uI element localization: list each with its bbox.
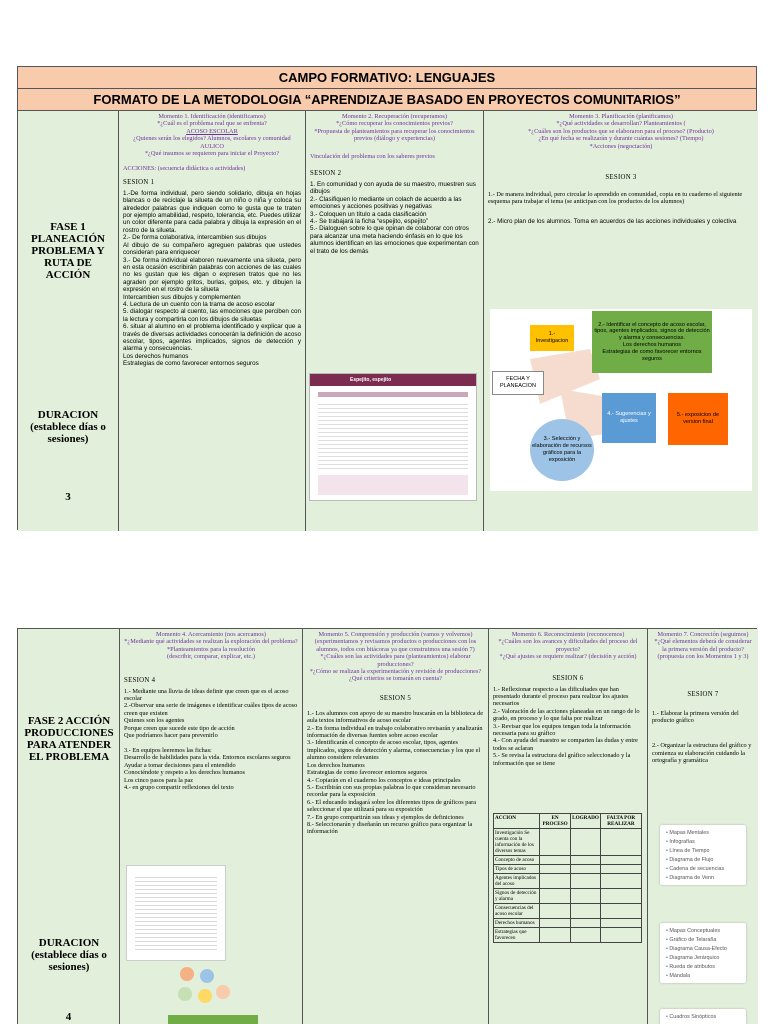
child-image-4: [198, 989, 212, 1003]
eval-row-label: Investigación Se cuenta con la información de los diversos temas: [494, 829, 540, 856]
diag-sugerencias: 4.- Sugerencias y ajustes: [602, 393, 656, 443]
m7-sesion: SESION 7: [687, 690, 719, 698]
list-item: • Cuadros Sinópticos: [666, 1013, 740, 1022]
eval-cell: [571, 829, 601, 856]
m3-sesion: SESION 3: [605, 174, 637, 182]
cover-image: [168, 1015, 258, 1024]
m1-q2: ¿Quienes serán los elegidos? Alumnos, escolares y comunidad: [133, 135, 291, 143]
m6-head: Momento 6. Reconocimiento (reconocemos): [511, 631, 625, 638]
m4-body: 1.- Mediante una lluvia de ideas definir que creen que es el acoso escolar 2.-Observar una serie de imágenes e identificar cuáles tipos de acoso creen que existen Quienes son los agentes Porque creen que sucede este tipo de acción Que podríamos hacer para prevenirlo 3.- En equipos leeremos las fichas: Desarrollo de habilidades para la vida. Entornos escolares seguros Ayudar a tomar decisiones para el entendido Conociéndote y respeto a los derechos humanos Los cinco pasos para la paz 4.- en grupo compartir reflexiones del texto: [124, 687, 298, 791]
child-image-3: [178, 987, 192, 1001]
m1-where: AULICO: [200, 142, 224, 150]
m3-head: Momento 3. Planificación (planificamos): [569, 113, 673, 120]
list-item: • Cadena de secuencias: [666, 865, 740, 874]
m6-q: *¿Cuáles son los avances y dificultades del proceso del proyecto? *¿Qué ajustes se requiere realizar? (decisión y acción): [498, 638, 638, 661]
eval-cell: [600, 856, 641, 865]
m4-q: *¿Mediante qué actividades se realizan la exploración del problema? *Planteamientos para la resolución (describir, comparar, explicar, etc.): [124, 638, 298, 661]
eval-cell: [600, 829, 641, 856]
eval-cell: [571, 865, 601, 874]
momento1-cell: [119, 111, 306, 531]
eval-cell: [571, 856, 601, 865]
m1-topic: ACOSO ESCOLAR: [186, 127, 238, 135]
list-item: • Diagrama Causa-Efecto: [666, 945, 740, 954]
m1-q1: *¿Cuál es el problema real que se enfrenta?: [157, 120, 267, 128]
eval-cell: [540, 904, 571, 919]
m6-sesion: SESION 6: [552, 674, 584, 682]
fase2-label-column: [18, 629, 120, 1024]
ficha-lectura-lines: [135, 874, 217, 952]
diag-investigacion: 1.- Investigacion: [530, 325, 574, 351]
eval-row-label: Agentes implicados del acoso: [494, 874, 540, 889]
fase1-label-column: [18, 111, 119, 531]
momento6-cell: [489, 629, 648, 1024]
list-item: • Mapas Mentales: [666, 829, 740, 838]
child-image-5: [216, 985, 230, 999]
eval-row-label: Signos de detección y alarma: [494, 889, 540, 904]
eval-row-label: Consecuencias del acoso escolar: [494, 904, 540, 919]
agentes-images: [176, 967, 232, 1019]
m7-body1: 1.- Elaborar la primera versión del producto gráfico: [652, 709, 739, 725]
diag-identificar: 2.- Identificar el concepto de acoso escolar, tipos, agentes implicados, signos de detección y alarma y consecuencias. Los derechos humanos Estrategias de como favorecer entornos seguros: [592, 311, 712, 373]
diag-seleccion: 3.- Selección y elaboración de recursos gráficos para la exposición: [530, 419, 594, 481]
list-item: • Infografías: [666, 838, 740, 847]
campo-formativo-title: CAMPO FORMATIVO: LENGUAJES: [18, 67, 756, 89]
eval-row-label: Estrategias que favorecen: [494, 928, 540, 943]
list-item: • Línea de Tiempo: [666, 847, 740, 856]
m2-head: Momento 2. Recuperación (recuperamos): [342, 113, 447, 120]
momento2-cell: [306, 111, 484, 531]
m2-sesion: SESION 2: [310, 170, 342, 178]
graphic-types-list-3: [660, 1009, 746, 1024]
ficha-bar: [318, 392, 468, 397]
ficha-footer: [318, 475, 468, 495]
eval-cell: [571, 889, 601, 904]
eval-cell: [540, 829, 571, 856]
table-row: [494, 904, 642, 919]
graphic-types-list-1: [660, 825, 746, 885]
m2-q: *¿Cómo recuperar los conocimientos previos? *Propuesta de planteamientos para recuperar los conocimientos previos (diálogo y experiencias): [314, 120, 475, 143]
m7-q: *¿Qué elementos deberá de considerar la primera versión del producto? (propuesta con los Momentos 1 y 3): [654, 638, 752, 661]
m5-sesion: SESION 5: [379, 694, 412, 702]
m5-head: Momento 5. Comprensión y producción (vamos y volvemos): [318, 631, 473, 638]
eval-cell: [540, 865, 571, 874]
table-row: [494, 865, 642, 874]
momento7-cell: [648, 629, 758, 1024]
evaluation-header-row: [494, 814, 642, 829]
diag-exposicion: 5.- exposicion de version final: [668, 393, 728, 445]
evaluation-table: [493, 813, 642, 943]
table-row: [494, 829, 642, 856]
eval-cell: [600, 904, 641, 919]
diag-fecha: FECHA Y PLANEACION: [492, 371, 544, 395]
child-image-2: [200, 969, 214, 983]
m1-head: Momento 1. Identificación (identificamos): [158, 113, 266, 120]
eval-cell: [540, 889, 571, 904]
m6-body: 1.- Reflexionar respecto a las dificultades que han presentado durante el proceso para realizar los ajustes necesarios 2.- Valoración de las acciones planeadas en un rango de lo grado, en proceso y lo que falta por realizar 3.- Revisar que los equipos tengan toda la información necesaria para su gráfico 4.- Con ayuda del maestro se comparten las dudas y entre todos se aclaran 5.- Se revisa la estructura del gráfico seleccionado y la información que se tiene: [493, 685, 640, 767]
fase2-duracion: DURACION (establece días o sesiones): [31, 937, 107, 973]
list-item: • Rueda de atributos: [666, 963, 740, 972]
m2-vinc: Vinculación del problema con los saberes previos: [310, 152, 435, 160]
eval-cell: [571, 928, 601, 943]
eval-cell: [600, 889, 641, 904]
fase1-table: [17, 66, 757, 530]
eval-cell: [600, 928, 641, 943]
table-row: [494, 919, 642, 928]
m3-body1: 1.- De manera individual, pero circular lo aprendido en comunidad, copia en tu cuaderno el siguiente esquema para trabajar el tema (se anticipan con los productos de los alumnos): [488, 191, 743, 206]
child-image-1: [180, 967, 194, 981]
eval-cell: [540, 874, 571, 889]
graphic-types-list-2: [660, 923, 746, 983]
eval-cell: [540, 856, 571, 865]
fase2-table: [17, 628, 757, 1024]
eval-row-label: Concepto de acoso: [494, 856, 540, 865]
m5-q: (experimentamos y revisamos productos o producciones con los alumnos, todos con bitácoras ya que construimos una sesión 7) *¿Cuáles son las actividades para (planteamientos) elaborar producciones? *¿Cómo se realizan la experimentación y revisión de producciones? ¿Qué criterios se tomarán en cuenta?: [309, 638, 482, 683]
momento3-cell: [484, 111, 758, 531]
table-row: [494, 856, 642, 865]
eval-cell: [571, 919, 601, 928]
metodologia-title: FORMATO DE LA METODOLOGIA “APRENDIZAJE BASADO EN PROYECTOS COMUNITARIOS”: [18, 89, 756, 111]
list-item: • Diagrama de Flujo: [666, 856, 740, 865]
table-row: [494, 928, 642, 943]
m1-acciones: ACCIONES: (secuencia didáctica o actividades): [123, 165, 246, 173]
table-row: [494, 889, 642, 904]
ficha-espejito-image: [309, 373, 477, 501]
eval-col-logrado: LOGRADO: [571, 814, 601, 829]
eval-row-label: Tipos de acoso: [494, 865, 540, 874]
m4-sesion: SESION 4: [124, 676, 156, 684]
m1-body: 1.-De forma individual, pero siendo solidario, dibuja en hojas blancas o de reciclaje la silueta de un niño o niña y coloca su alrededor palabras que indiquen como te gusta que te traten por ejemplo amabilidad, respeto, tolerancia, etc. Puedes utilizar un color diferente para cada palabra y dibuja la expresión en el rostro de la silueta. 2.- De forma colaborativa, intercambien sus dibujos Al dibujo de su compañero agreguen palabras que ustedes consideran para enriquecer 3.- De forma individual elaboren nuevamente una silueta, pero en esta ocasión escribirán palabras con acciones de las cuales no les gustan que les digan o expresen tratos que no les agraden por ejemplo gritos, burlas, golpes, etc. y dibujen la expresión en el rostro de la silueta Intercambien sus dibujos y complementen 4. Lectura de un cuento con la trama de acoso escolar 5. dialogar respecto al cuento, las emociones que perciben con la lectura y compartirla con los dibujos de siluetas 6. situar al alumno en el problema identificado y explicar que a través de diversas actividades conocerán la definición de acoso escolar, tipos, agentes implicados, signos de detección y alarma y consecuencias. Los derechos humanos Estrategias de como favorecer entornos seguros: [123, 189, 301, 368]
momento5-cell: [303, 629, 489, 1024]
eval-row-label: Derechos humanos: [494, 919, 540, 928]
momento4-cell: [120, 629, 303, 1024]
fase1-duracion: DURACION (establece días o sesiones): [30, 409, 106, 445]
m3-q: *¿Qué actividades se desarrollan? Planteamientos ( *¿Cuáles son los productos que se elaboraron para el proceso? (Producto) ¿En qué fecha se realizarán y durante cuántas sesiones? (Tiempo) *Acciones (negociación): [528, 120, 714, 150]
ficha-text-lines: [318, 401, 468, 471]
fase2-dias: 4: [65, 1011, 72, 1023]
list-item: • Diagrama Jerárquico: [666, 954, 740, 963]
m3-body2: 2.- Micro plan de los alumnos. Toma en acuerdos de las acciones individuales y colectiva: [488, 217, 737, 225]
eval-cell: [600, 919, 641, 928]
fase1-title: FASE 1 PLANEACIÓN PROBLEMA Y RUTA DE ACCIÓN: [31, 221, 105, 281]
eval-col-proceso: EN PROCESO: [540, 814, 571, 829]
list-item: • Gráfico de Telaraña: [666, 936, 740, 945]
m2-body: 1. En comunidad y con ayuda de su maestro, muestren sus dibujos 2.- Clasifiquen lo mediante un colach de acuerdo a las emociones y acciones positivas y negativas 3.- Coloquen un título a cada clasificación 4.- Se trabajará la ficha “espejito, espejito” 5.- Dialoguen sobre lo que opinan de colaborar con otros para alcanzar una meta haciendo énfasis en lo que los alumnos identifican en las emociones que experimentan con el trato de los demás: [310, 181, 479, 255]
plan-diagram: [490, 309, 752, 491]
m1-q3: *¿Qué insumos se requieren para iniciar el Proyecto?: [144, 150, 280, 158]
m1-sesion: SESION 1: [123, 178, 155, 186]
eval-cell: [540, 919, 571, 928]
m7-head: Momento 7. Concreción (seguimos): [657, 631, 749, 638]
eval-cell: [600, 865, 641, 874]
fase2-title: FASE 2 ACCIÓN PRODUCCIONES PARA ATENDER EL PROBLEMA: [24, 715, 114, 763]
eval-cell: [571, 904, 601, 919]
m7-body2: 2.- Organizar la estructura del gráfico y comienza su elaboración cuidando la ortografía y gramática: [652, 742, 752, 765]
ficha-lectura-image: [126, 865, 226, 961]
eval-col-falta: FALTA POR REALIZAR: [600, 814, 641, 829]
fase1-dias: 3: [65, 491, 71, 503]
m5-body: 1.- Los alumnos con apoyo de su maestro buscarán en la biblioteca de aula textos informativos de acoso escolar 2.- En forma individual en trabajo colaborativo revisarán y analizarán información de diversas fuentes sobre acoso escolar 3.- Identificarán el concepto de acoso escolar, tipos, agentes implicados, signos de detección y alarma, consecuencias y los que el alumno considere relevantes Los derechos humanos Estrategias de como favorecer entornos seguros 4.- Copiarán en el cuaderno los conceptos e ideas principales 5.- Escribirán con sus propias palabras lo que consideran necesario recordar para la exposición 6.- El educando indagará sobre los diferentes tipos de gráficos para seleccionar el que utilizará para su exposición 7.- En grupo compartirán sus ideas y ejemplos de definiciones 8.- Seleccionarán y diseñarán un recurso gráfico para organizar la información: [307, 709, 484, 836]
eval-cell: [571, 874, 601, 889]
list-item: • Diagrama de Venn: [666, 874, 740, 883]
ficha-title: Espejito, espejito: [310, 374, 476, 386]
table-row: [494, 874, 642, 889]
eval-cell: [540, 928, 571, 943]
eval-cell: [600, 874, 641, 889]
list-item: • Mapas Conceptuales: [666, 927, 740, 936]
m4-head: Momento 4. Acercamiento (nos acercamos): [156, 631, 266, 638]
list-item: • Mándala: [666, 972, 740, 981]
eval-col-accion: ACCION: [494, 814, 540, 829]
